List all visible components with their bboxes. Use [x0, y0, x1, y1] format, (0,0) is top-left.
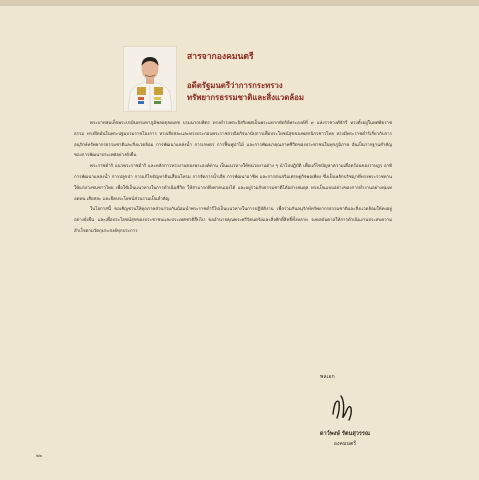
rank-label: พลเอก	[320, 374, 335, 380]
portrait-photo	[123, 46, 177, 112]
body-paragraph: พระราชดำริ แนวพระราชดำริ และหลักการทรงงานของพระองค์ท่าน เป็นแนวทางให้หน่วยงานต่าง ๆ นำไปปฏิบัติ เพื่อแก้ไขปัญหาความเดือดร้อนของราษฎร อาทิ การพัฒนาแหล่งน้ำ การปลูกป่า การแก้ไขปัญหาดินเสื่อมโทรม การจัดการน้ำเสีย การพัฒนาอาชีพ และการส่งเสริมเศรษฐกิจพอเพียง ซึ่งเป็นหลักปรัชญาที่ทรงพระราชทานให้แก่ปวงชนชาวไทย เพื่อใช้เป็นแนวทางในการดำเนินชีวิต ให้สามารถพึ่งพาตนเองได้ และอยู่ร่วมกับธรรมชาติได้อย่างสมดุล ทรงเป็นแบบอย่างของการทำงานอย่างทุ่มเท อดทน เสียสละ และยึดประโยชน์ส่วนรวมเป็นสำคัญ	[74, 164, 392, 202]
signer-position-heading: อดีตรัฐมนตรีว่าการกระทรวงทรัพยากรธรรมชาติและสิ่งแวดล้อม	[187, 81, 304, 102]
handwritten-signature	[327, 392, 359, 422]
body-paragraph: ในโอกาสนี้ ขอเชิญชวนให้ทุกภาคส่วนร่วมกันน้อมนำพระราชดำริไปเป็นแนวทางในการปฏิบัติงาน เพื่อร่วมกันอนุรักษ์ทรัพยากรธรรมชาติและสิ่งแวดล้อมให้คงอยู่อย่างยั่งยืน และเพื่อประโยชน์สุขของประชาชนและประเทศชาติสืบไป ขออำนาจคุณพระศรีรัตนตรัยและสิ่งศักดิ์สิทธิ์ทั้งหลาย จงดลบันดาลให้การดำเนินงานประสบความสำเร็จตามวัตถุประสงค์ทุกประการ	[74, 207, 392, 234]
body-paragraph: พระบาทสมเด็จพระปรมินทรมหาภูมิพลอดุลยเดช บรมนาถบพิตร ทรงดำรงพระอิสริยยศเป็นพระมหากษัตริย์พระองค์ที่ ๙ แห่งราชวงศ์จักรี ทรงตั้งอยู่ในทศพิธราชธรรม ทรงยึดมั่นในพระปฐมบรมราชโองการ ทรงเสียสละและทรงประกอบพระราชกรณียกิจนานัปการเพื่อประโยชน์สุขของพสกนิกรชาวไทย ทรงมีพระราชดำริเกี่ยวกับการอนุรักษ์ทรัพยากรธรรมชาติและสิ่งแวดล้อม การพัฒนาแหล่งน้ำ การเกษตร การฟื้นฟูป่าไม้ และการพัฒนาคุณภาพชีวิตของประชาชนในทุกภูมิภาค อันเป็นรากฐานสำคัญของการพัฒนาประเทศอย่างยั่งยืน	[74, 121, 392, 159]
signer-name: ดาว์พงษ์ รัตนสุวรรณ	[319, 431, 371, 437]
message-body	[74, 119, 392, 238]
page-number: ๒๒	[36, 454, 43, 459]
signer-title: องคมนตรี	[333, 441, 357, 447]
message-heading: สารจากองคมนตรี	[187, 52, 254, 62]
page-top-border	[0, 0, 479, 6]
